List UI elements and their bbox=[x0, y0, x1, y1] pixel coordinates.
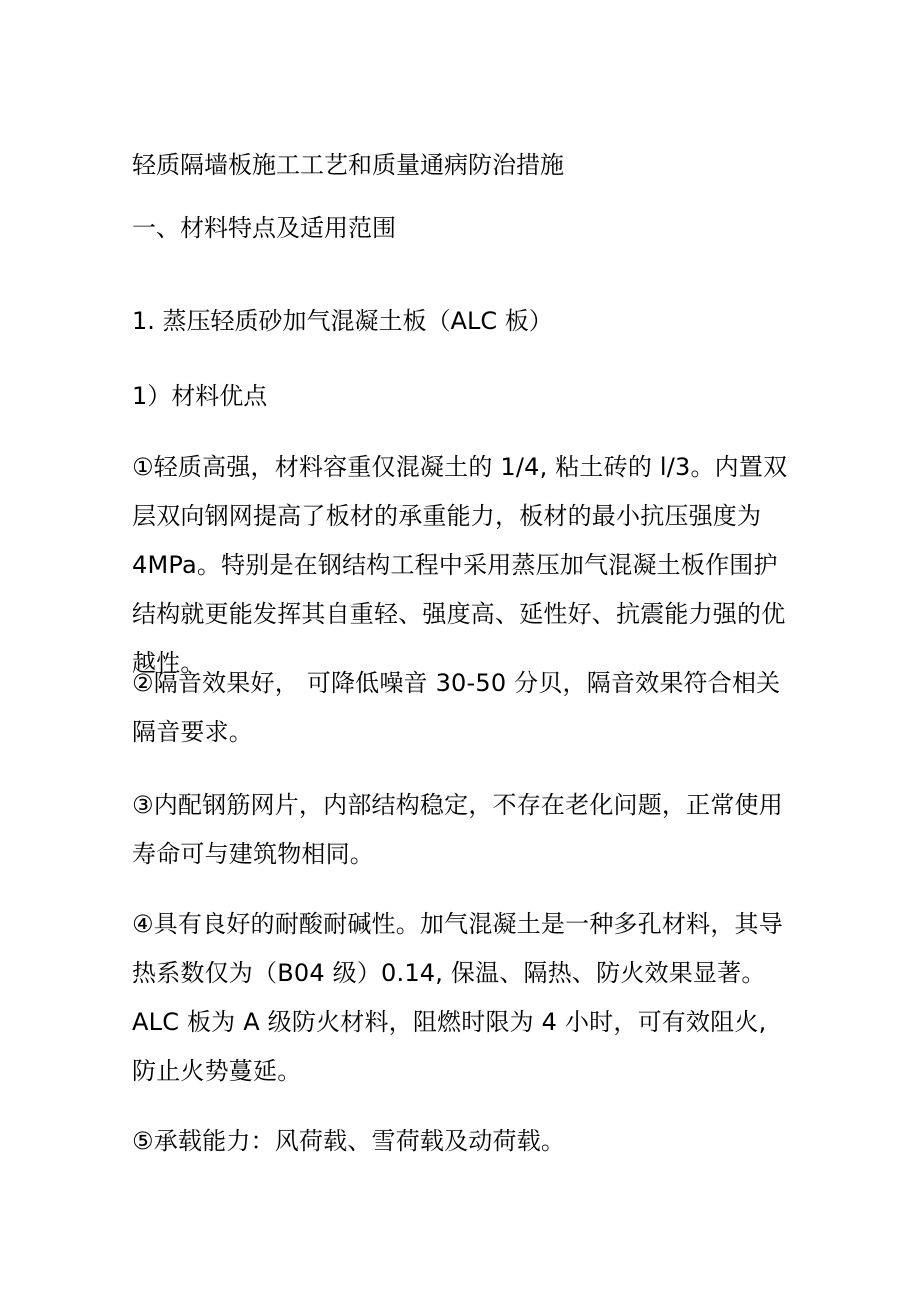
document-title: 轻质隔墙板施工工艺和质量通病防治措施 bbox=[132, 151, 564, 179]
subsection-heading: 1. 蒸压轻质砂加气混凝土板（ALC 板） bbox=[132, 307, 553, 335]
paragraph-point-4: ④具有良好的耐酸耐碱性。加气混凝土是一种多孔材料，其导热系数仅为（B04 级）0.14, 保温、隔热、防火效果显著。ALC 板为 A 级防火材料，阻燃时限为 4 小时，可有效阻火, 防止火势蔓延。 bbox=[132, 910, 783, 1085]
section-heading: 一、材料特点及适用范围 bbox=[132, 214, 396, 242]
paragraph-point-5: ⑤承载能力：风荷载、雪荷载及动荷载。 bbox=[132, 1127, 566, 1155]
paragraph-point-1: ①轻质高强，材料容重仅混凝土的 1/4, 粘土砖的 l/3。内置双层双向钢网提高了板材的承重能力，板材的最小抗压强度为 4MPa。特别是在钢结构工程中采用蒸压加气混凝土板作围护结构就更能发挥其自重轻、强度高、延性好、抗震能力强的优越性。 bbox=[132, 453, 788, 677]
paragraph-point-3: ③内配钢筋网片，内部结构稳定，不存在老化问题，正常使用寿命可与建筑物相同。 bbox=[132, 791, 783, 868]
paragraph-point-2: ②隔音效果好， 可降低噪音 30-50 分贝，隔音效果符合相关隔音要求。 bbox=[132, 669, 781, 746]
subsubsection-heading: 1）材料优点 bbox=[132, 382, 268, 410]
